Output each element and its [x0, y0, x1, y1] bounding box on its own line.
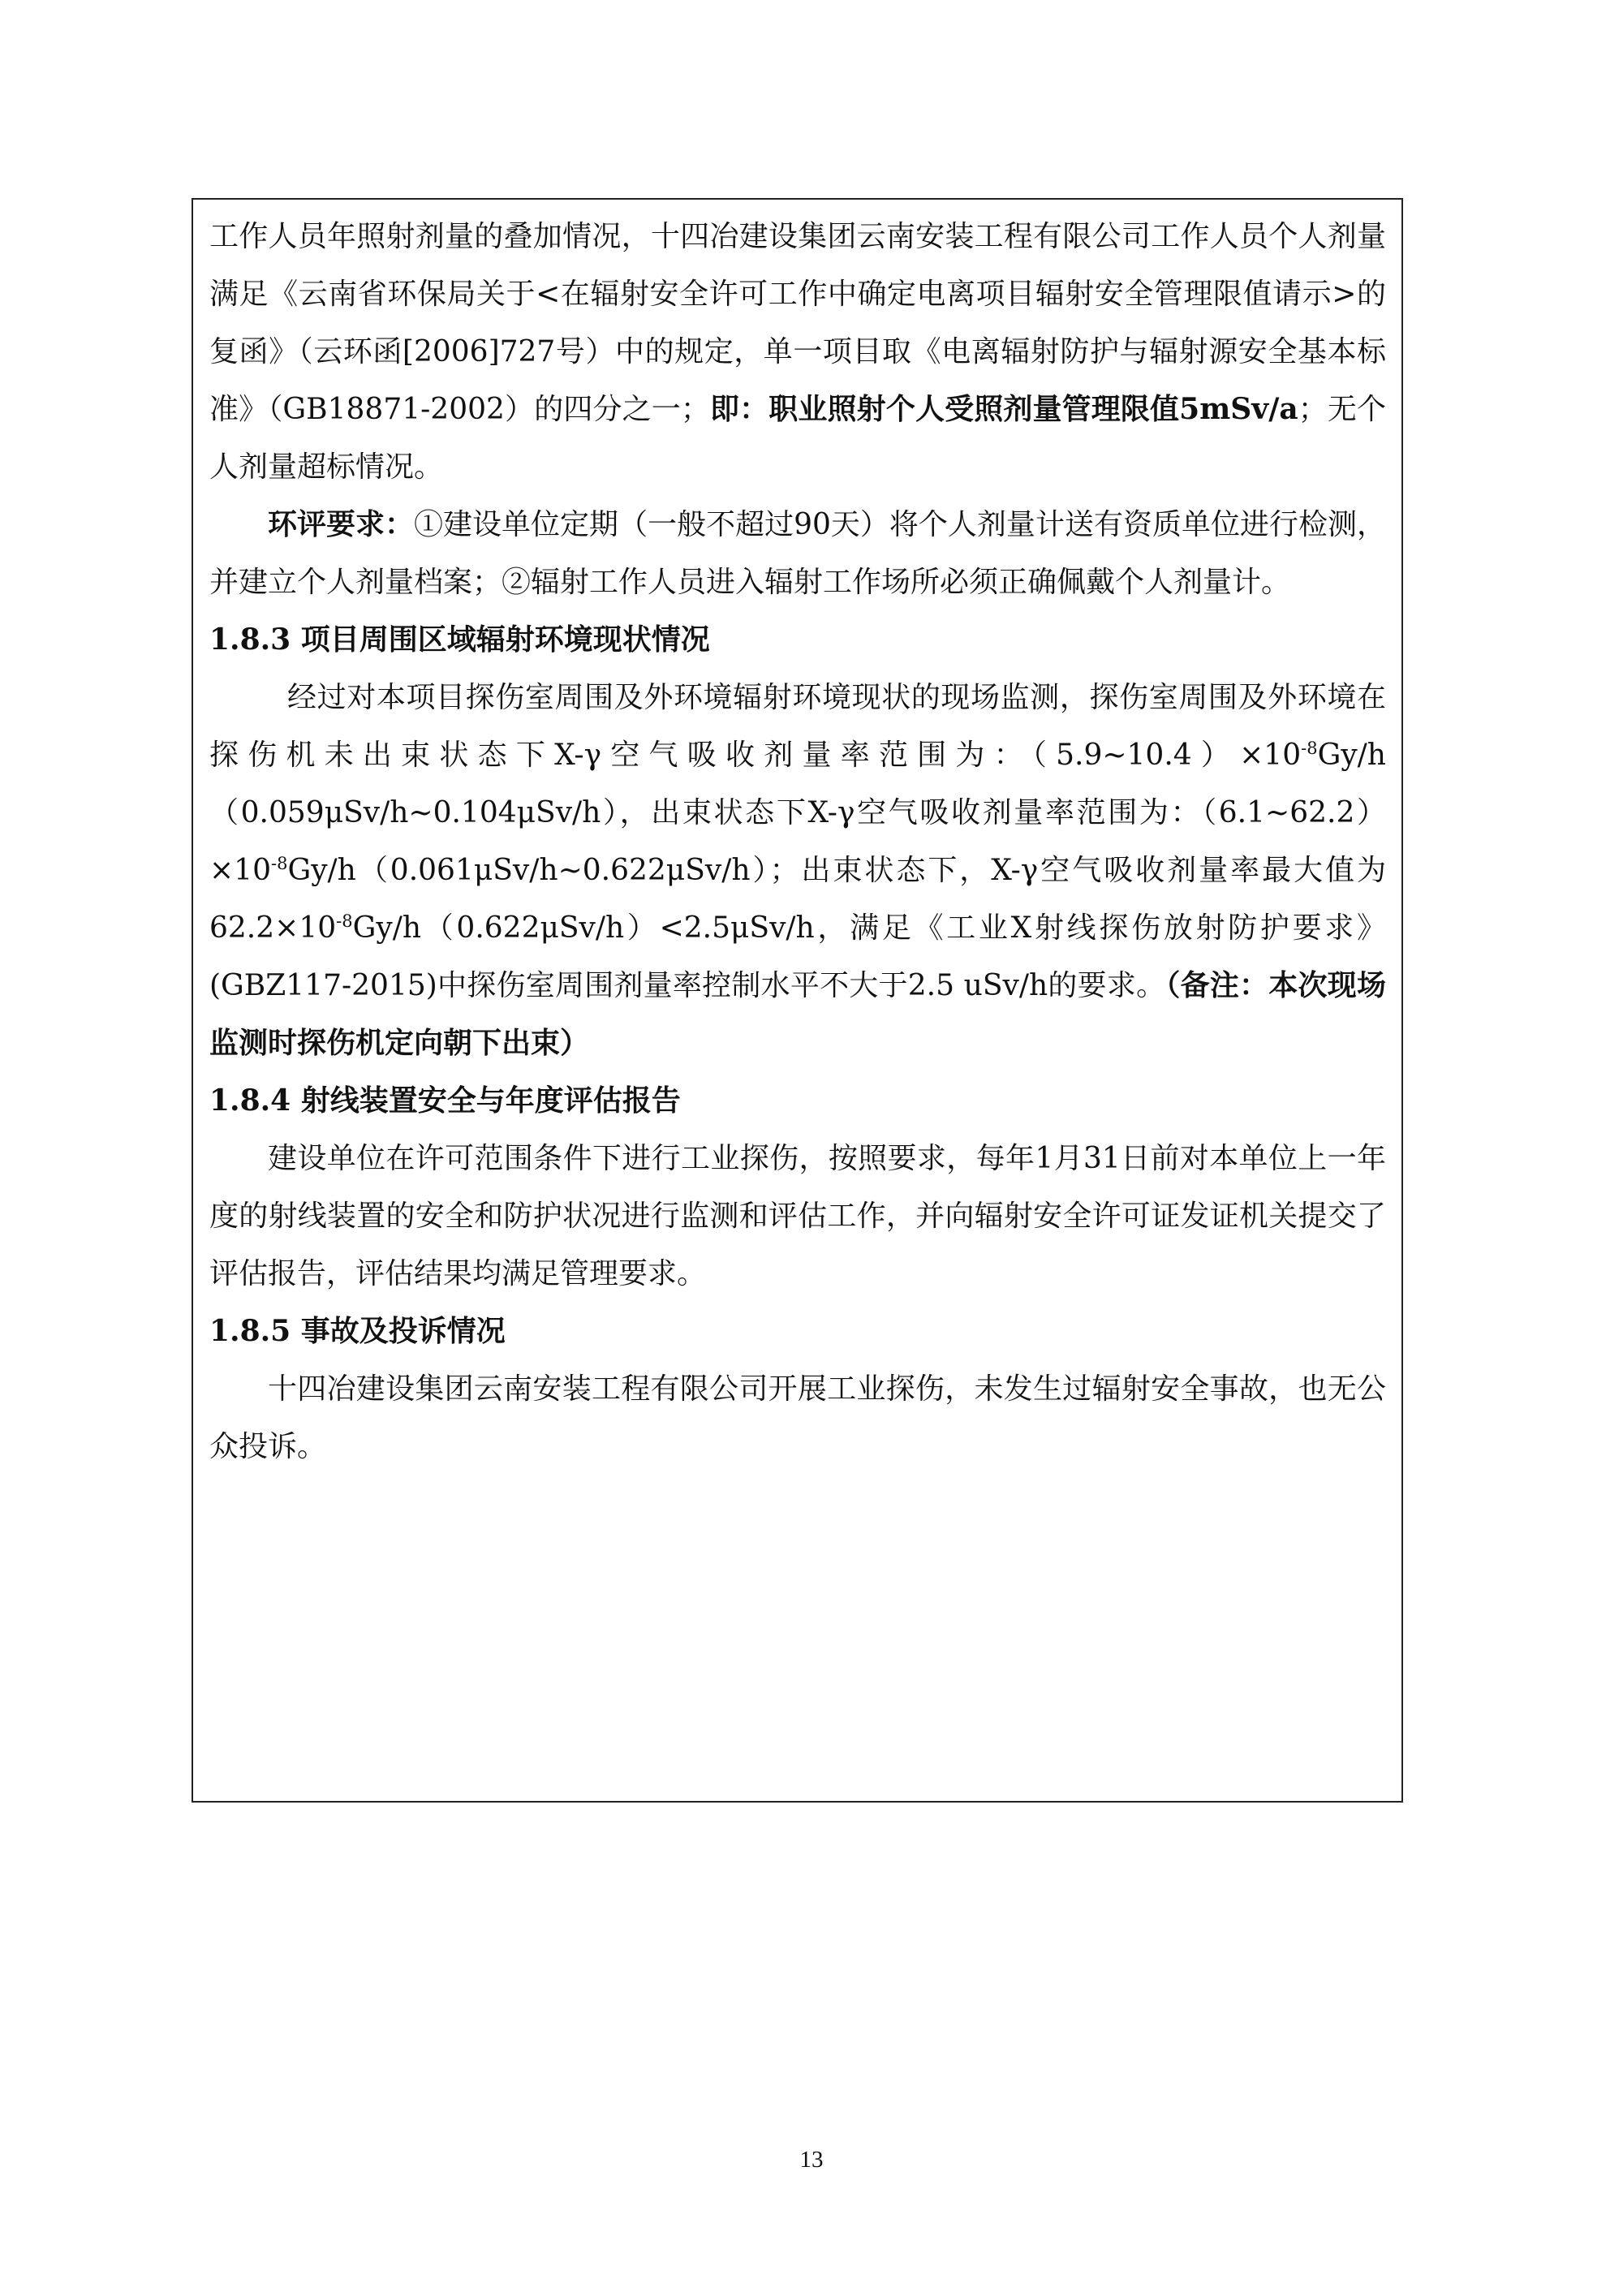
section-heading-1-8-3: 1.8.3 项目周围区域辐射环境现状情况	[209, 622, 710, 657]
dose-paragraph	[209, 208, 1386, 496]
monitoring-text-1: 经过对本项目探伤室周围及外环境辐射环境现状的现场监测，探伤室周围及外环境在探伤机未出束状态下X-γ空气吸收剂量率范围为：（5.9~10.4）×10	[209, 681, 1386, 772]
section-heading-1-8-4: 1.8.4 射线装置安全与年度评估报告	[209, 1083, 681, 1118]
exponent-2: -8	[270, 854, 288, 873]
monitoring-note: （备注：本次现场监测时探伤机定向朝下出束）	[209, 968, 1386, 1060]
monitoring-text-3: Gy/h（0.061μSv/h~0.622μSv/h）；出束状态下，X-γ空气吸收剂量率最大值为62.2×10	[209, 854, 1386, 945]
section-heading-1-8-5: 1.8.5 事故及投诉情况	[209, 1314, 506, 1348]
exponent-1: -8	[1301, 739, 1318, 758]
page-number: 13	[799, 2147, 824, 2173]
dose-text-part2: ；无个人剂量超标情况。	[209, 393, 1386, 484]
document-body	[209, 208, 1386, 1475]
exponent-3: -8	[336, 911, 353, 931]
requirement-text: ①建设单位定期（一般不超过90天）将个人剂量计送有资质单位进行检测，并建立个人剂量档案；②辐射工作人员进入辐射工作场所必须正确佩戴个人剂量计。	[209, 508, 1386, 599]
requirement-paragraph	[209, 496, 1386, 611]
dose-text-part1: 工作人员年照射剂量的叠加情况，十四冶建设集团云南安装工程有限公司工作人员个人剂量满足《云南省环保局关于<在辐射安全许可工作中确定电离项目辐射安全管理限值请示>的复函》（云环函[2006]727号）中的规定，单一项目取《电离辐射防护与辐射源安全基本标准》（GB18871-2002）的四分之一；	[209, 220, 1386, 426]
assessment-paragraph: 建设单位在许可范围条件下进行工业探伤，按照要求，每年1月31日前对本单位上一年度的射线装置的安全和防护状况进行监测和评估工作，并向辐射安全许可证发证机关提交了评估报告，评估结果均满足管理要求。	[209, 1142, 1386, 1290]
monitoring-text-2: Gy/h（0.059μSv/h~0.104μSv/h），出束状态下X-γ空气吸收剂量率范围为：（6.1~62.2）×10	[209, 739, 1386, 887]
incident-paragraph: 十四冶建设集团云南安装工程有限公司开展工业探伤，未发生过辐射安全事故，也无公众投诉。	[209, 1372, 1386, 1463]
requirement-label: 环评要求：	[268, 507, 415, 541]
monitoring-paragraph	[209, 669, 1386, 1072]
monitoring-text-4: Gy/h（0.622μSv/h）<2.5μSv/h，满足《工业X射线探伤放射防护要求》(GBZ117-2015)中探伤室周围剂量率控制水平不大于2.5 uSv/h的要求。	[209, 911, 1386, 1002]
dose-limit-bold: 即：职业照射个人受照剂量管理限值5mSv/a	[709, 392, 1298, 426]
